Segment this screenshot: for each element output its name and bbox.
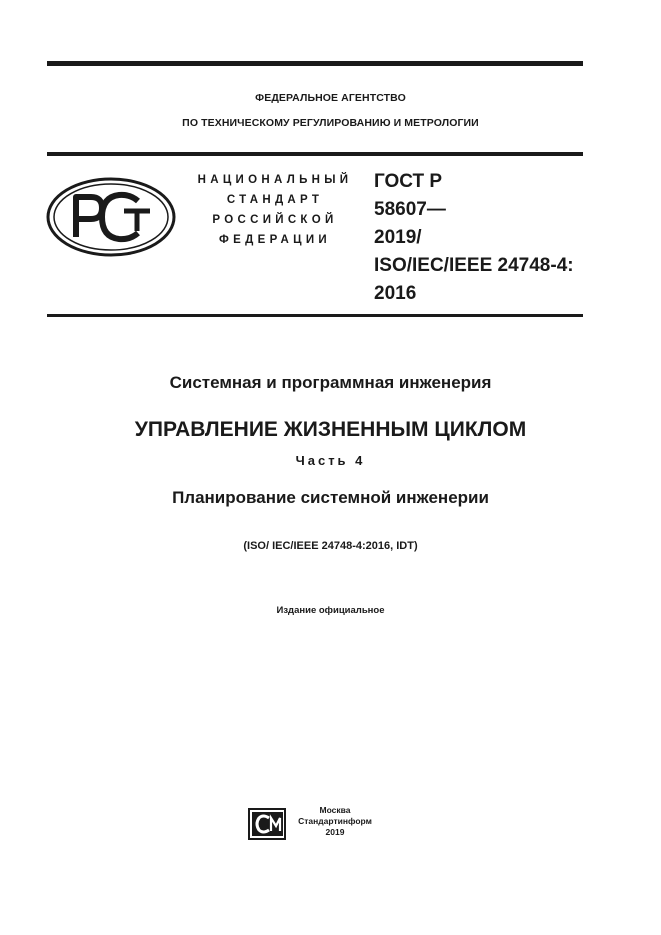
agency-line-2: ПО ТЕХНИЧЕСКОМУ РЕГУЛИРОВАНИЮ И МЕТРОЛОГИИ bbox=[182, 117, 479, 129]
header-rule bbox=[47, 152, 583, 156]
national-standard-line-1: НАЦИОНАЛЬНЫЙ bbox=[197, 174, 353, 186]
publisher-city: Москва bbox=[319, 805, 351, 815]
part-label: Часть 4 bbox=[295, 453, 366, 468]
agency-line-1: ФЕДЕРАЛЬНОЕ АГЕНТСТВО bbox=[255, 92, 406, 104]
title-line-1: Системная и программная инженерия bbox=[169, 373, 492, 392]
subtitle: Планирование системной инженерии bbox=[172, 488, 489, 507]
standartinform-logo-icon bbox=[247, 807, 287, 841]
publisher-imprint bbox=[290, 805, 380, 838]
top-rule bbox=[47, 61, 583, 66]
standard-designation: ГОСТ Р 58607— 2019/ ISO/IEC/IEEE 24748-4: 2016 bbox=[374, 171, 574, 304]
title-line-2: УПРАВЛЕНИЕ ЖИЗНЕННЫМ ЦИКЛОМ bbox=[134, 418, 527, 441]
national-standard-line-2: СТАНДАРТ bbox=[226, 194, 324, 206]
rst-gost-logo-icon bbox=[46, 177, 176, 257]
edition-label: Издание официальное bbox=[276, 605, 385, 616]
designation-rule bbox=[47, 314, 583, 317]
national-standard-line-4: ФЕДЕРАЦИИ bbox=[219, 234, 331, 246]
national-standard-line-3: РОССИЙСКОЙ bbox=[212, 214, 338, 226]
national-standard-label bbox=[186, 170, 364, 250]
equivalence-note: (ISO/ IEC/IEEE 24748-4:2016, IDT) bbox=[243, 540, 418, 552]
publisher-year: 2019 bbox=[325, 827, 345, 837]
publisher-name: Стандартинформ bbox=[298, 816, 372, 826]
